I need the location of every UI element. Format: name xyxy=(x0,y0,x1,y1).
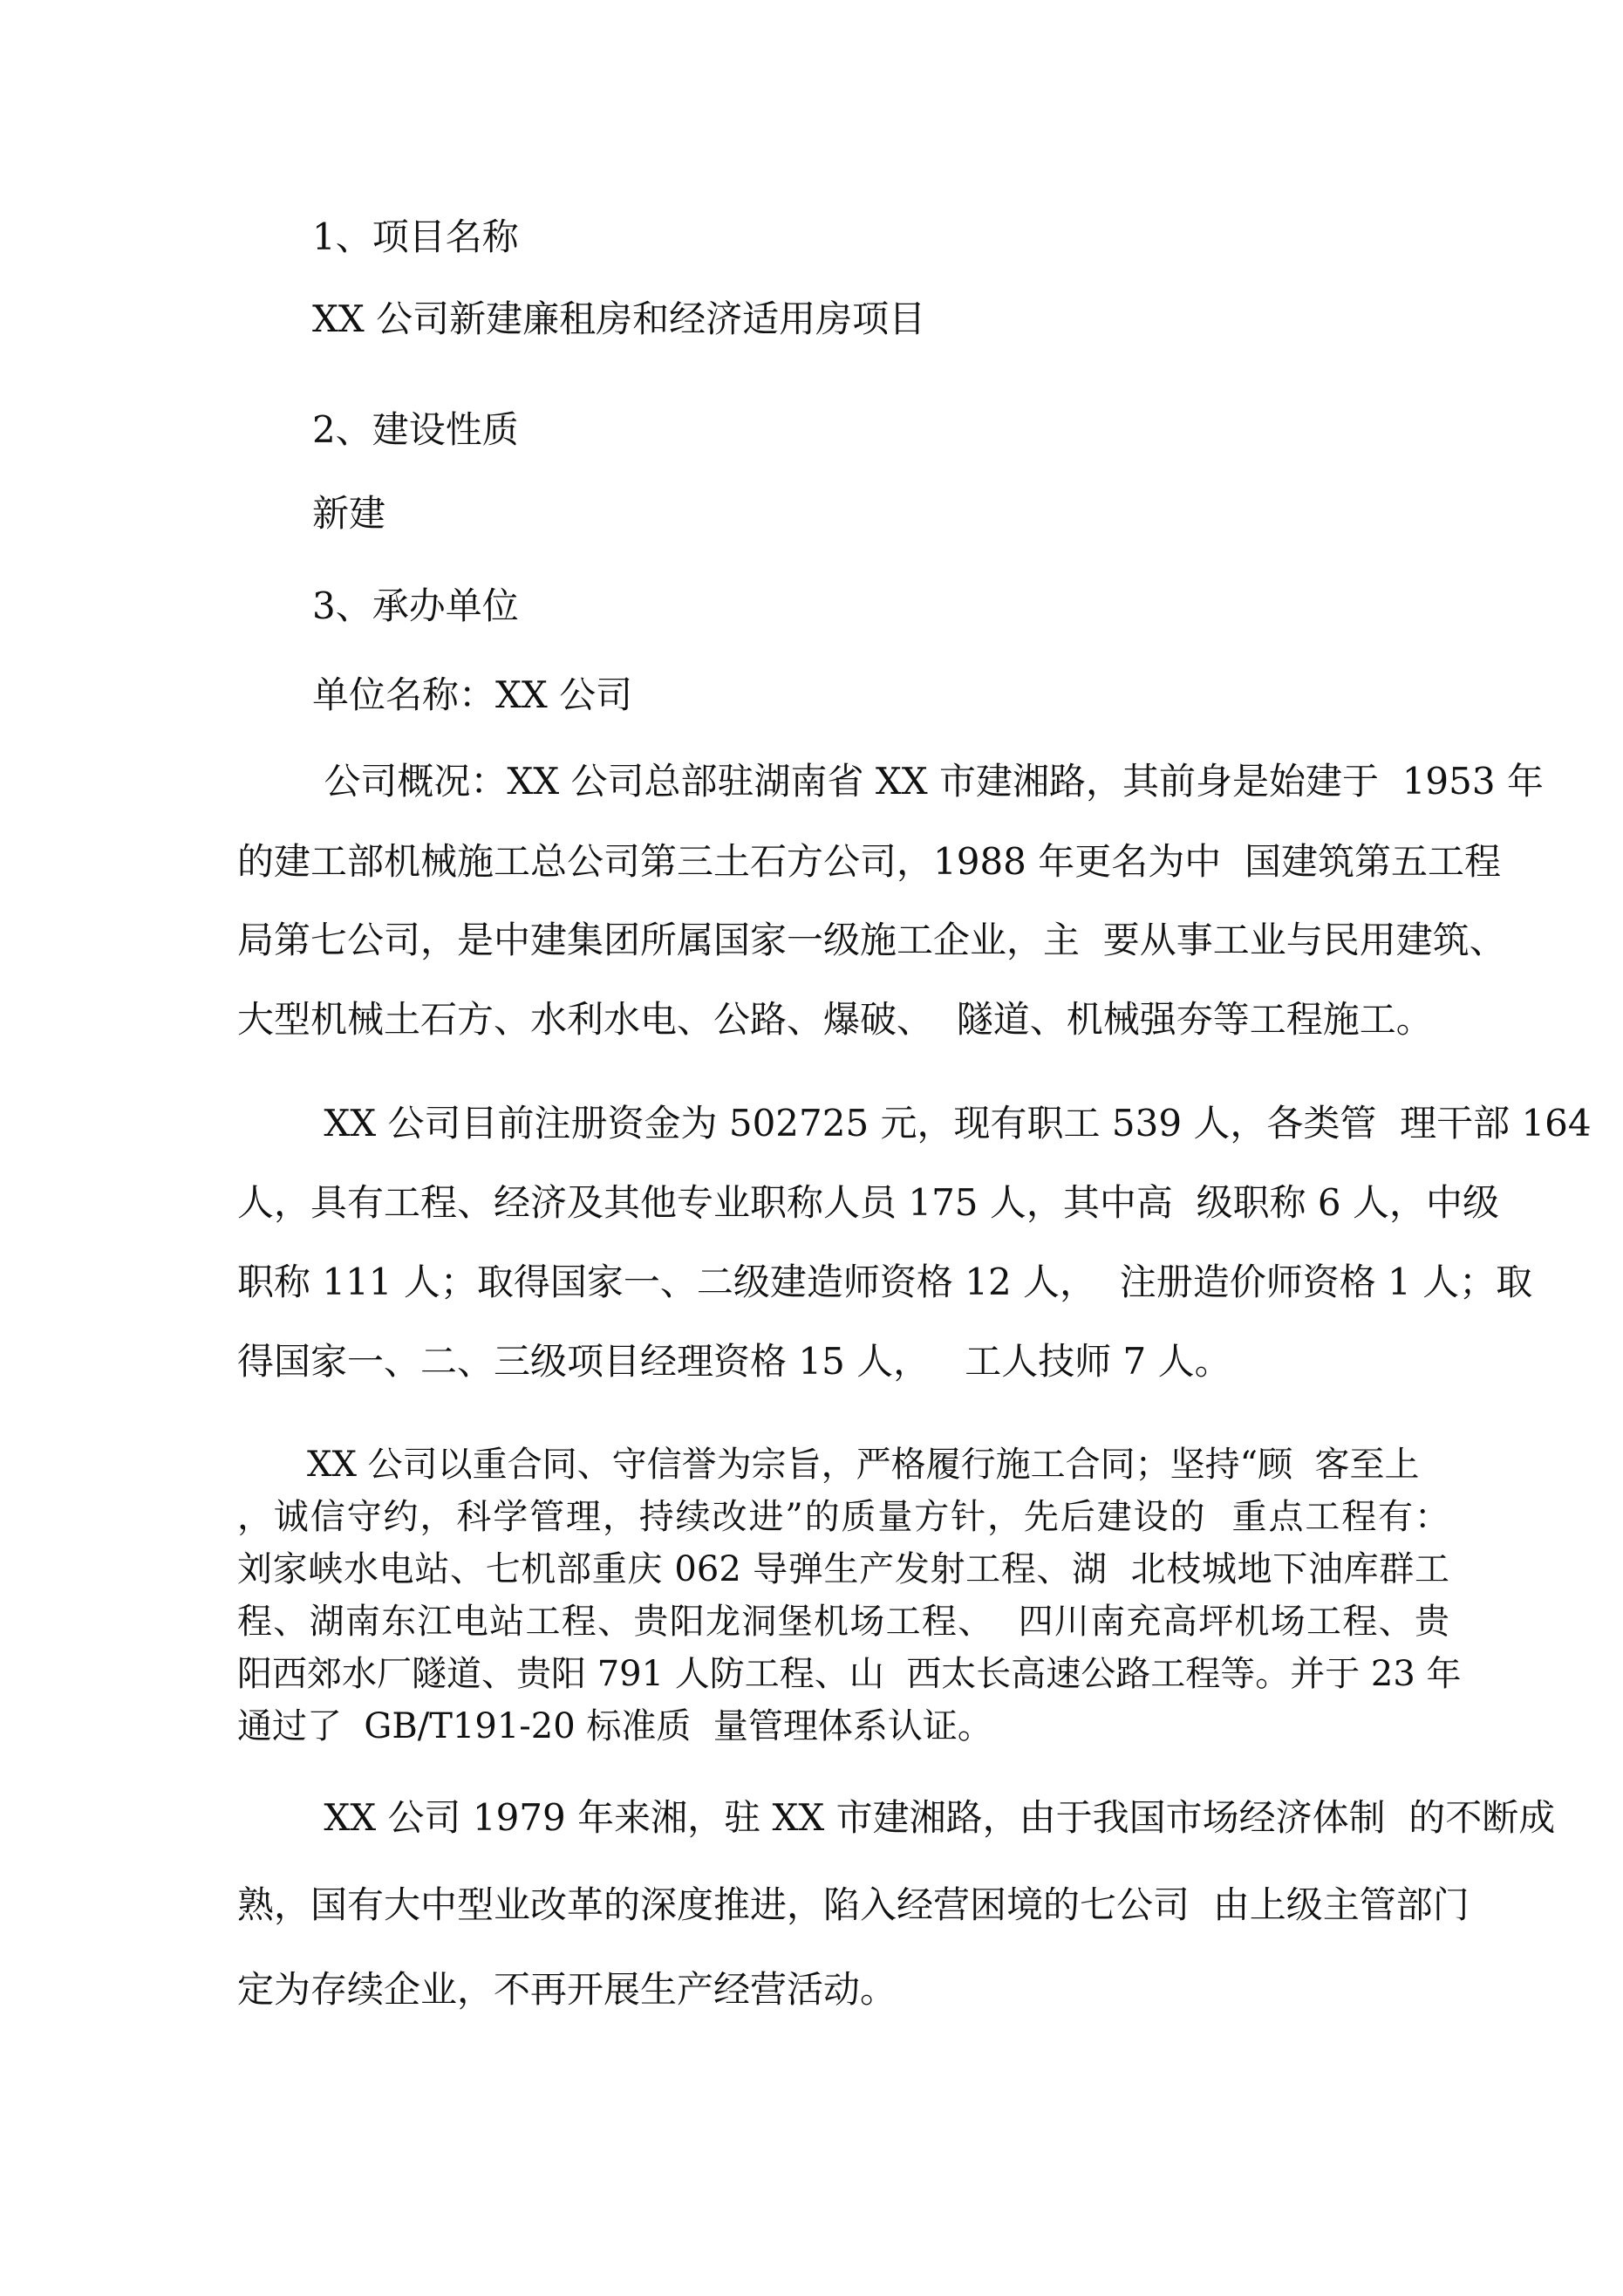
paragraph-line: ，诚信守约，科学管理，持续改进”的质量方针，先后建设的 重点工程有： xyxy=(237,1497,1449,1537)
paragraph-line: 阳西郊水厂隧道、贵阳 791 人防工程、山 西太长高速公路工程等。并于 23 年 xyxy=(237,1654,1462,1694)
paragraph-line: 大型机械土石方、水利水电、公路、爆破、 隧道、机械强夯等工程施工。 xyxy=(237,998,1433,1041)
paragraph-line: 得国家一、二、三级项目经理资格 15 人， 工人技师 7 人。 xyxy=(237,1340,1231,1383)
paragraph-line: 局第七公司，是中建集团所属国家一级施工企业，主 要从事工业与民用建筑、 xyxy=(237,919,1506,961)
paragraph-line: 定为存续企业，不再开展生产经营活动。 xyxy=(237,1968,897,2011)
section-content-3: 单位名称：XX 公司 xyxy=(312,673,633,716)
paragraph-line: 人，具有工程、经济及其他专业职称人员 175 人，其中高 级职称 6 人，中级 xyxy=(237,1181,1499,1224)
paragraph-line: 刘家峡水电站、七机部重庆 062 导弹生产发射工程、湖 北枝城地下油库群工 xyxy=(237,1549,1449,1589)
paragraph-line: 熟，国有大中型业改革的深度推进，陷入经营困境的七公司 由上级主管部门 xyxy=(237,1883,1470,1926)
section-heading-3: 3、承办单位 xyxy=(312,584,519,627)
section-content-1: XX 公司新建廉租房和经济适用房项目 xyxy=(312,297,926,340)
section-content-2: 新建 xyxy=(312,492,386,535)
section-heading-1: 1、项目名称 xyxy=(312,215,519,258)
paragraph-line: 程、湖南东江电站工程、贵阳龙洞堡机场工程、 四川南充高坪机场工程、贵 xyxy=(237,1602,1449,1642)
paragraph-line: 通过了 GB/T191-20 标准质 量管理体系认证。 xyxy=(237,1706,992,1746)
paragraph-line: XX 公司以重合同、守信誉为宗旨，严格履行施工合同；坚持“顾 客至上 xyxy=(307,1445,1420,1485)
paragraph-line: 职称 111 人；取得国家一、二级建造师资格 12 人， 注册造价师资格 1 人；取 xyxy=(237,1261,1533,1303)
paragraph-line: 公司概况：XX 公司总部驻湖南省 XX 市建湘路，其前身是始建于 1953 年 xyxy=(312,760,1544,803)
paragraph-line: 的建工部机械施工总公司第三土石方公司，1988 年更名为中 国建筑第五工程 xyxy=(237,840,1501,883)
section-heading-2: 2、建设性质 xyxy=(312,408,519,451)
paragraph-line: XX 公司目前注册资金为 502725 元，现有职工 539 人，各类管 理干部 164 xyxy=(312,1102,1592,1145)
paragraph-line: XX 公司 1979 年来湘，驻 XX 市建湘路，由于我国市场经济体制 的不断成 xyxy=(312,1796,1556,1839)
